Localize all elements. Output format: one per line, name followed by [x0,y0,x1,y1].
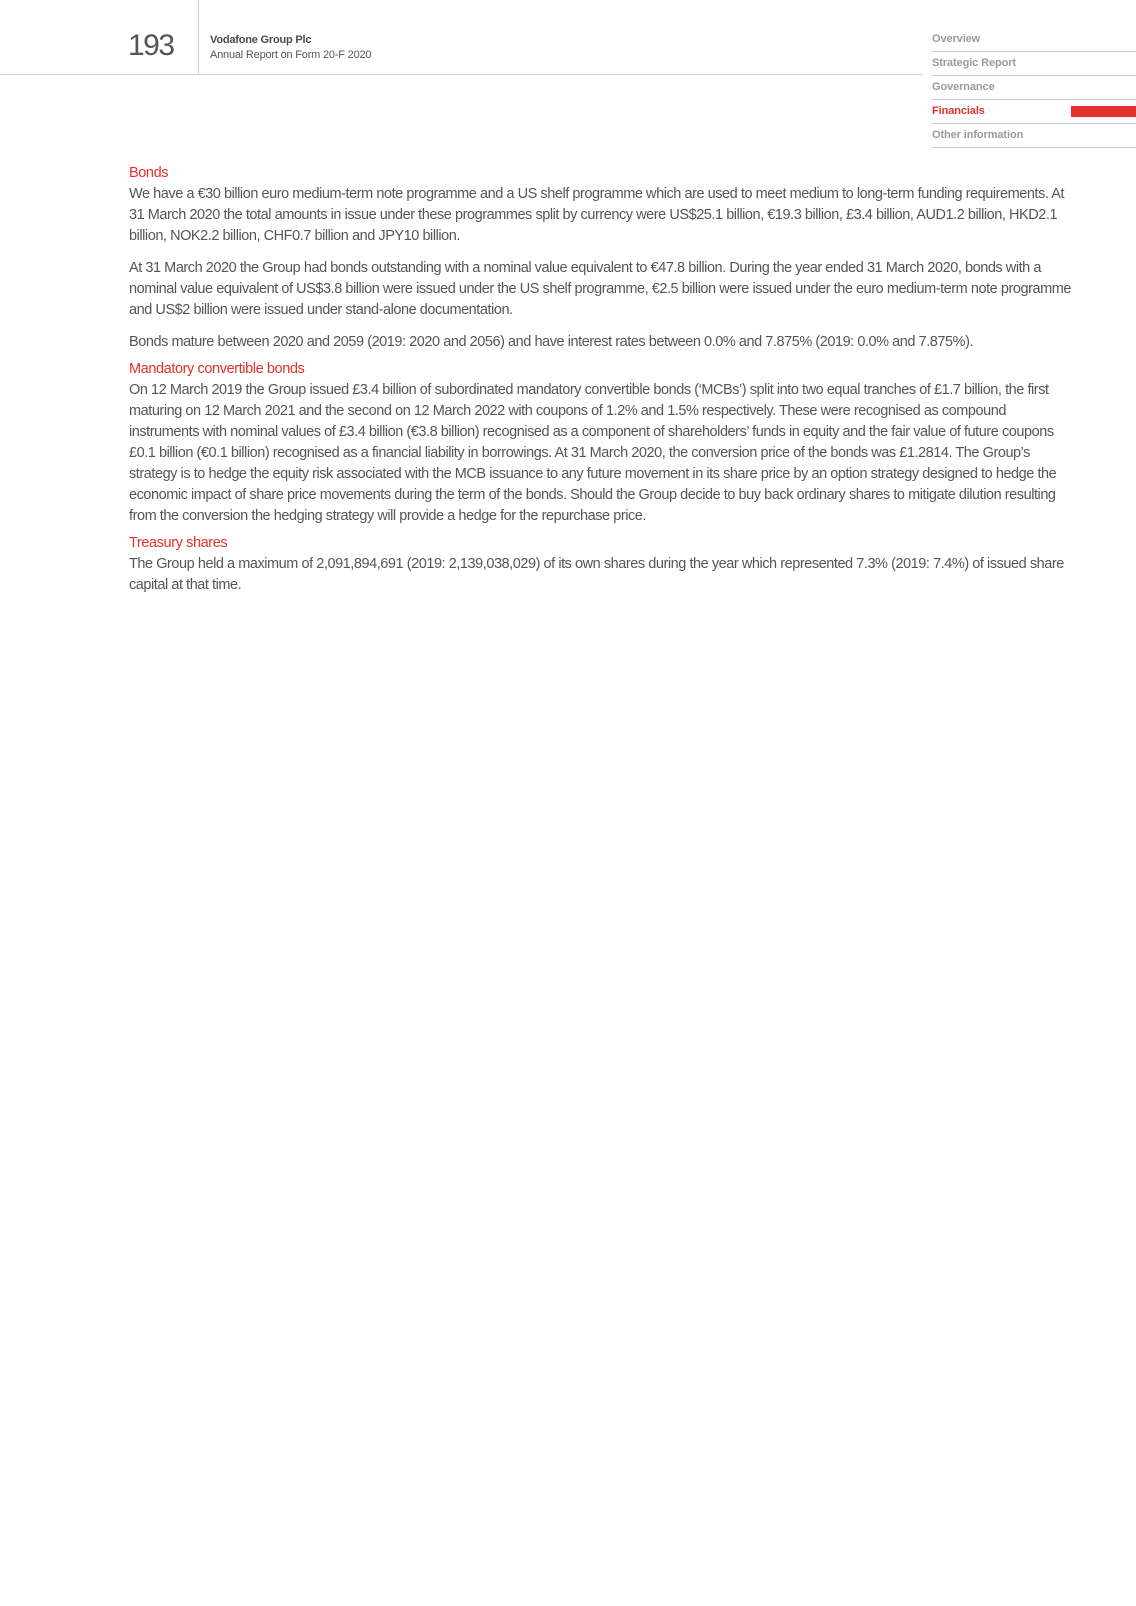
paragraph: On 12 March 2019 the Group issued £3.4 billion of subordinated mandatory convertible bonds (‘MCBs’) split into two equal tranches of £1.7 billion, the first maturing on 12 March 2021 and the second on 12 March 2022 with coupons of 1.2% and 1.5% respectively. These were recognised as compound instruments with nominal values of £3.4 billion (€3.8 billion) recognised as a component of shareholders’ funds in equity and the fair value of future coupons £0.1 billion (€0.1 billion) recognised as a financial liability in borrowings. At 31 March 2020, the conversion price of the bonds was £1.2814. The Group’s strategy is to hedge the equity risk associated with the MCB issuance to any future movement in its share price by an option strategy designed to hedge the economic impact of share price movements during the term of the bonds. Should the Group decide to buy back ordinary shares to mitigate dilution resulting from the conversion the hedging strategy will provide a hedge for the repurchase price. [129,382,1057,524]
nav-item-strategic-report[interactable] [932,52,1136,76]
nav-item-governance[interactable] [932,76,1136,100]
nav-item-other-information[interactable] [932,124,1136,148]
nav-item-label: Other information [932,129,1024,141]
page-number: 193 [128,29,174,62]
section-heading: Mandatory convertible bonds [129,361,305,377]
paragraph: The Group held a maximum of 2,091,894,691 (2019: 2,139,038,029) of its own shares during the year which represented 7.3% (2019: 7.4%) of issued share capital at that time. [129,556,1064,593]
active-section-indicator [1071,106,1136,117]
nav-item-label: Governance [932,81,995,93]
header-divider [198,0,199,74]
paragraph: Bonds mature between 2020 and 2059 (2019: 2020 and 2056) and have interest rates between 0.0% and 7.875% (2019: 0.0% and 7.875%). [129,334,974,350]
report-title: Annual Report on Form 20-F 2020 [210,49,372,61]
section-treasury-shares [129,533,1074,596]
section-nav [932,28,1136,148]
nav-item-overview[interactable] [932,28,1136,52]
nav-item-label: Overview [932,33,981,45]
nav-item-label: Financials [932,105,985,117]
nav-item-financials[interactable] [932,100,1136,124]
nav-item-label: Strategic Report [932,57,1016,69]
section-bonds [129,163,1074,353]
section-heading: Treasury shares [129,535,228,551]
section-mandatory-convertible-bonds [129,359,1074,527]
company-name: Vodafone Group Plc [210,34,312,46]
paragraph: At 31 March 2020 the Group had bonds outstanding with a nominal value equivalent to €47.8 billion. During the year ended 31 March 2020, bonds with a nominal value equivalent of US$3.8 billion were issued under the US shelf programme, €2.5 billion were issued under the euro medium-term note programme and US$2 billion were issued under stand-alone documentation. [129,260,1071,318]
section-heading: Bonds [129,165,169,181]
paragraph: We have a €30 billion euro medium-term note programme and a US shelf programme which are used to meet medium to long-term funding requirements. At 31 March 2020 the total amounts in issue under these programmes split by currency were US$25.1 billion, €19.3 billion, £3.4 billion, AUD1.2 billion, HKD2.1 billion, NOK2.2 billion, CHF0.7 billion and JPY10 billion. [129,186,1065,244]
header-rule [0,74,922,75]
main-content [129,163,1074,607]
